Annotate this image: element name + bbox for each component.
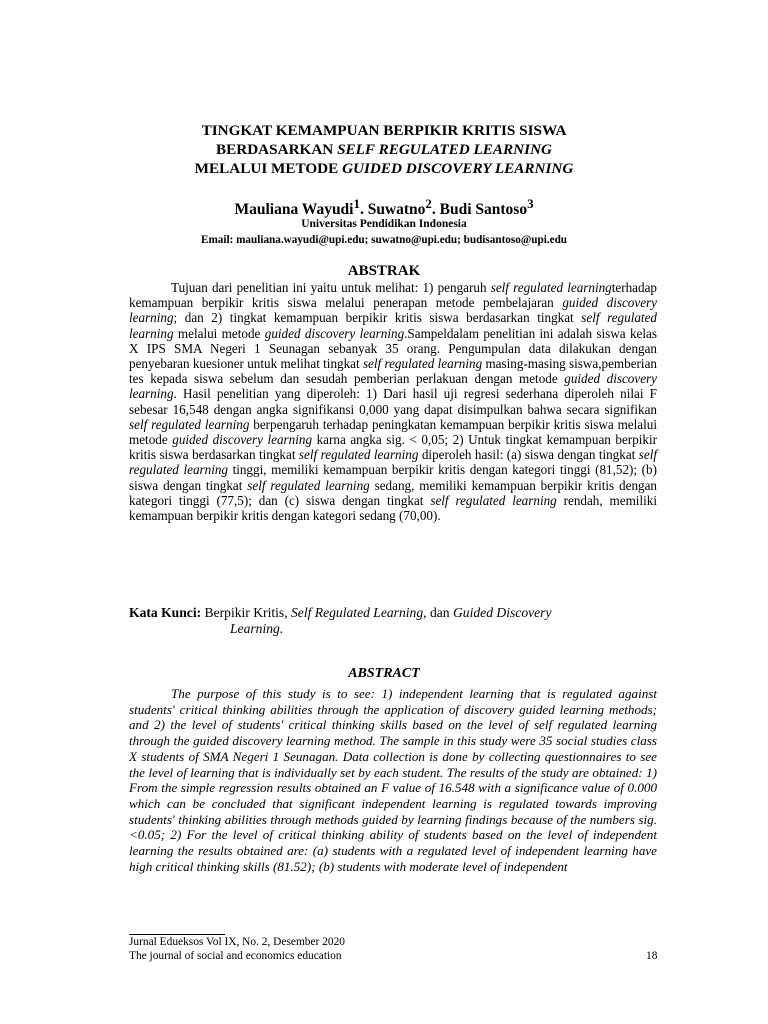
title-line-1: TINGKAT KEMAMPUAN BERPIKIR KRITIS SISWA (201, 122, 567, 139)
footer-rule (129, 934, 225, 935)
title-line-2: BERDASARKAN SELF REGULATED LEARNING (215, 141, 553, 158)
keywords-label: Kata Kunci: (129, 605, 202, 620)
footer-journal: Jurnal Edueksos Vol IX, No. 2, Desember 2020 (129, 936, 345, 948)
page-number: 18 (646, 950, 658, 962)
abstrak-heading: ABSTRAK (347, 263, 421, 279)
author-emails: Email: mauliana.wayudi@upi.edu; suwatno@upi.edu; budisantoso@upi.edu (200, 234, 568, 246)
abstrak-body: Tujuan dari penelitian ini yaitu untuk melihat: 1) pengaruh self regulated learningterhadap kemampuan berpikir kritis siswa melalui penerapan metode pembelajaran guided discovery learning; dan 2) tingkat kemampuan berpikir kritis siswa berdasarkan tingkat self regulated learning melalui metode guided discovery learning.Sampeldalam penelitian ini adalah siswa kelas X IPS SMA Negeri 1 Seunagan sebanyak 35 orang. Pengumpulan data dilakukan dengan penyebaran kuesioner untuk melihat tingkat self regulated learning masing-masing siswa,pemberian tes kepada siswa sebelum dan sesudah pemberian perlakuan dengan metode guided discovery learning. Hasil penelitian yang diperoleh: 1) Dari hasil uji regresi sederhana diperoleh nilai F sebesar 16,548 dengan angka signifikansi 0,000 yang dapat disimpulkan bahwa secara signifikan self regulated learning berpengaruh terhadap peningkatan kemampuan berpikir kritis siswa melalui metode guided discovery learning karna angka sig. < 0,05; 2) Untuk tingkat kemampuan berpikir kritis siswa berdasarkan tingkat self regulated learning diperoleh hasil: (a) siswa dengan tingkat self regulated learning tinggi, memiliki kemampuan berpikir kritis dengan kategori tinggi (81,52); (b) siswa dengan tingkat self regulated learning sedang, memiliki kemampuan berpikir kritis dengan kategori tinggi (77,5); dan (c) siswa dengan tingkat self regulated learning rendah, memiliki kemampuan berpikir kritis dengan kategori sedang (70,00). (129, 280, 658, 524)
footer-subtitle: The journal of social and economics education (129, 950, 342, 962)
abstract-heading: ABSTRACT (348, 666, 420, 681)
abstract-body: The purpose of this study is to see: 1) independent learning that is regulated against students' critical thinking abilities through the application of discovery guided learning methods; and 2) the level of students' critical thinking skills based on the level of self regulated learning through the guided discovery learning method. The sample in this study were 35 social studies class X students of SMA Negeri 1 Seunagan. Data collection is done by collecting questionnaires to see the level of learning that is individually set by each student. The results of the study are obtained: 1) From the simple regression results obtained an F value of 16.548 with a significance value of 0.000 which can be concluded that significant independent learning is regulated towards improving students' thinking abilities through methods guided by learning findings because of the numbers sig. <0.05; 2) For the level of critical thinking ability of students based on the level of independent learning the results obtained are: (a) students with a regulated level of independent learning have high critical thinking skills (81.52); (b) students with moderate level of independent (129, 686, 657, 874)
affiliation: Universitas Pendidikan Indonesia (301, 218, 467, 230)
author-list: Mauliana Wayudi$^1$. Suwatno$^2$. Budi Santoso$^3$ (234, 196, 534, 219)
title-line-3: MELALUI METODE GUIDED DISCOVERY LEARNING (194, 160, 574, 177)
keywords: Kata Kunci: Berpikir Kritis, Self Regulated Learning, dan Guided Discovery Learning. (129, 605, 552, 636)
